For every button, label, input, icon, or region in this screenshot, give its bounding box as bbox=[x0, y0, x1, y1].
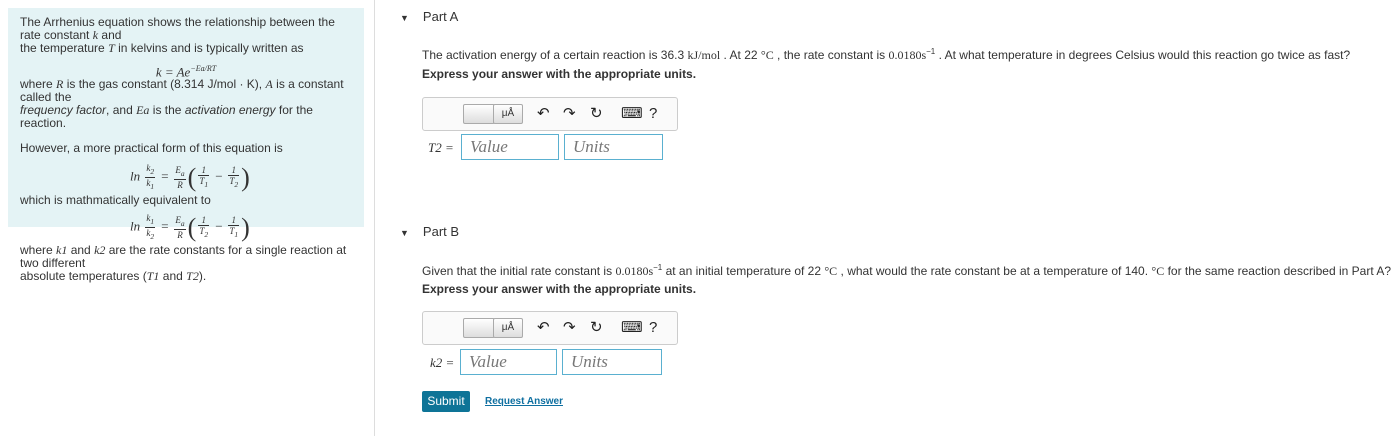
redo-icon[interactable]: ↷ bbox=[563, 319, 576, 336]
request-answer-link[interactable]: Request Answer bbox=[485, 396, 563, 407]
part-a-instruction: Express your answer with the appropriate units. bbox=[422, 67, 697, 81]
collapse-caret-icon[interactable]: ▼ bbox=[400, 13, 409, 23]
redo-icon[interactable]: ↷ bbox=[563, 105, 576, 122]
part-a-toolbar bbox=[422, 97, 678, 131]
part-b-units-input[interactable]: Units bbox=[562, 349, 662, 375]
templates-button[interactable] bbox=[463, 318, 495, 338]
help-icon[interactable]: ? bbox=[649, 105, 658, 122]
however-text: However, a more practical form of this equation is bbox=[20, 141, 283, 156]
rate-constants-paragraph: where k1 and k2 are the rate constants for a single reaction at two different absolute temperatures (T1 and T2). bbox=[20, 242, 347, 283]
undo-icon[interactable]: ↶ bbox=[537, 319, 550, 336]
practical-equation: ln $\frac{k_2}{k_1}$ = $\frac{E_a}{R}$ ( $\frac{1}{T_1}$ − $\frac{1}{T_2}$ ) bbox=[130, 163, 250, 193]
part-b-value-input[interactable]: Value bbox=[460, 349, 557, 375]
part-b-instruction: Express your answer with the appropriate units. bbox=[422, 282, 697, 296]
intro-panel bbox=[8, 8, 364, 283]
units-symbol-button[interactable]: μÅ bbox=[493, 104, 523, 124]
keyboard-icon[interactable]: ⌨ bbox=[621, 105, 643, 122]
column-divider bbox=[374, 0, 375, 436]
keyboard-icon[interactable]: ⌨ bbox=[621, 319, 643, 336]
part-b-toolbar bbox=[422, 311, 678, 345]
units-symbol-button[interactable]: μÅ bbox=[493, 318, 523, 338]
definitions-paragraph: where R is the gas constant (8.314 J/mol · K), A is a constant called the frequency factor, and Ea is the activation energy for the reaction. bbox=[20, 77, 344, 131]
part-b-question: Given that the initial rate constant is $0.0180s^{-1}$ at an initial temperature of 22 °C , what would the rate constant be at a temperature of 140. °C for the same reaction described in Part A? bbox=[422, 263, 1391, 278]
part-a-question: The activation energy of a certain reaction is 36.3 kJ/mol . At 22 °C , the rate constant is $0.0180s^{-1}$ . At what temperature in degrees Celsius would this reaction go twice as fast? bbox=[422, 47, 1351, 62]
part-b-answer-label: k2 = bbox=[430, 355, 455, 370]
help-icon[interactable]: ? bbox=[649, 319, 658, 336]
equivalent-text: which is mathmatically equivalent to bbox=[20, 192, 211, 207]
reset-icon[interactable]: ↻ bbox=[590, 105, 603, 122]
arrhenius-equation: $k = Ae^{-Ea/RT}$ bbox=[155, 64, 217, 80]
collapse-caret-icon[interactable]: ▼ bbox=[400, 228, 409, 238]
part-a-header[interactable]: ▼ Part A bbox=[400, 9, 459, 24]
intro-paragraph: The Arrhenius equation shows the relationship between the rate constant k and the temperature T in kelvins and is typically written as bbox=[20, 15, 335, 55]
part-a-units-input[interactable]: Units bbox=[564, 134, 663, 160]
reset-icon[interactable]: ↻ bbox=[590, 319, 603, 336]
templates-button[interactable] bbox=[463, 104, 495, 124]
submit-button[interactable]: Submit bbox=[422, 391, 470, 412]
part-a-answer-label: T2 = bbox=[428, 140, 454, 155]
part-a-value-input[interactable]: Value bbox=[461, 134, 559, 160]
part-b-header[interactable]: ▼ Part B bbox=[400, 224, 460, 239]
equivalent-equation: ln $\frac{k_1}{k_2}$ = $\frac{E_a}{R}$ ( $\frac{1}{T_2}$ − $\frac{1}{T_1}$ ) bbox=[130, 212, 250, 242]
undo-icon[interactable]: ↶ bbox=[537, 105, 550, 122]
